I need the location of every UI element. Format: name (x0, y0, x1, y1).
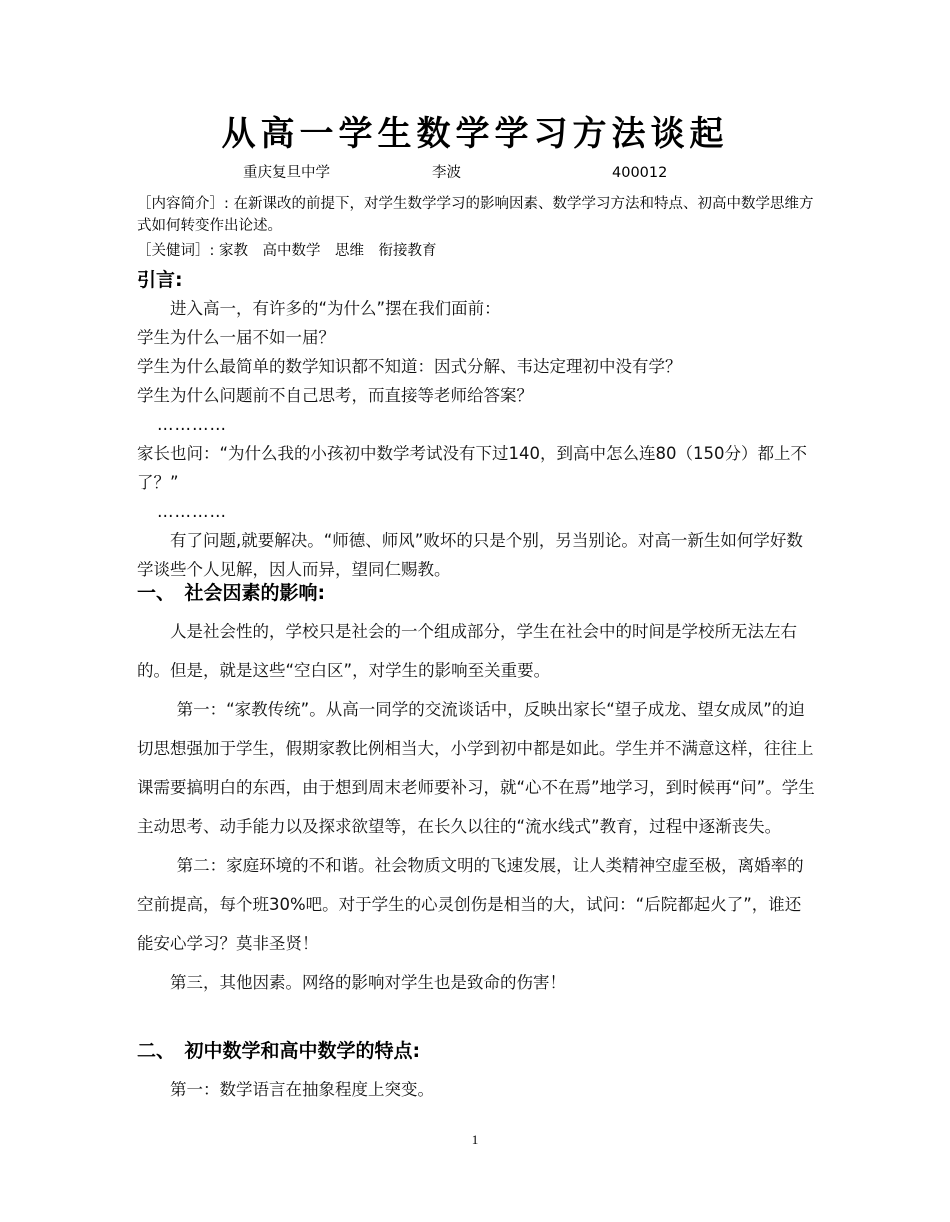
keywords: ［关健词］: 家教 高中数学 思维 衔接教育 (137, 243, 437, 259)
intro-section (137, 294, 817, 584)
intro-paragraph: 进入高一，有许多的“为什么”摆在我们面前： (170, 299, 501, 318)
author-postcode: 400012 (612, 165, 668, 181)
document-title: 从高一学生数学学习方法谈起 (221, 114, 729, 154)
section1-paragraph: 第三，其他因素。网络的影响对学生也是致命的伤害！ (170, 973, 566, 992)
section1-paragraph: 第二：家庭环境的不和谐。社会物质文明的飞速发展，让人类精神空虚至极，离婚率的空前提高，每个班30%吧。对于学生的心灵创伤是相当的大，试问：“后院都起火了”，谁还能安心学习？莫非圣贤！ (137, 856, 804, 953)
abstract: ［内容简介］: 在新课改的前提下，对学生数学学习的影响因素、数学学习方法和特点、初高中数学思维方式如何转变作出论述。 (137, 196, 814, 234)
ellipsis: ………… (157, 415, 227, 434)
section1-heading: 一、 社会因素的影响: (137, 582, 326, 604)
section1-paragraph: 人是社会性的，学校只是社会的一个组成部分，学生在社会中的时间是学校所无法左右的。但是，就是这些“空白区”，对学生的影响至关重要。 (137, 622, 797, 680)
author-name: 李波 (432, 165, 461, 181)
parent-question: 家长也问：“为什么我的小孩初中数学考试没有下过140，到高中怎么连80（150分）都上不了？” (137, 444, 808, 492)
section2-body (137, 1070, 817, 1109)
ellipsis: ………… (157, 502, 227, 521)
section1-paragraph: 第一：“家教传统”。从高一同学的交流谈话中，反映出家长“望子成龙、望女成凤”的迫切思想强加于学生，假期家教比例相当大，小学到初中都是如此。学生并不满意这样，往往上课需要搞明白的东西，由于想到周末老师要补习，就“心不在焉”地学习，到时候再“问”。学生主动思考、动手能力以及探求欲望等，在长久以往的“流水线式”教育，过程中逐渐丧失。 (137, 700, 815, 836)
section2-paragraph: 第一：数学语言在抽象程度上突变。 (170, 1080, 434, 1099)
intro-question: 学生为什么最简单的数学知识都不知道：因式分解、韦达定理初中没有学？ (137, 357, 682, 376)
intro-question: 学生为什么问题前不自己思考，而直接等老师给答案？ (137, 386, 533, 405)
page-number: 1 (471, 1132, 479, 1147)
intro-question: 学生为什么一届不如一届？ (137, 328, 335, 347)
intro-heading: 引言: (137, 269, 183, 291)
section2-heading: 二、 初中数学和高中数学的特点: (137, 1040, 421, 1062)
author-school: 重庆复旦中学 (243, 165, 330, 181)
section1-body (137, 612, 817, 1002)
intro-closing: 有了问题,就要解决。“师德、师风”败坏的只是个别，另当别论。对高一新生如何学好数学谈些个人见解，因人而异，望同仁赐教。 (137, 531, 803, 579)
